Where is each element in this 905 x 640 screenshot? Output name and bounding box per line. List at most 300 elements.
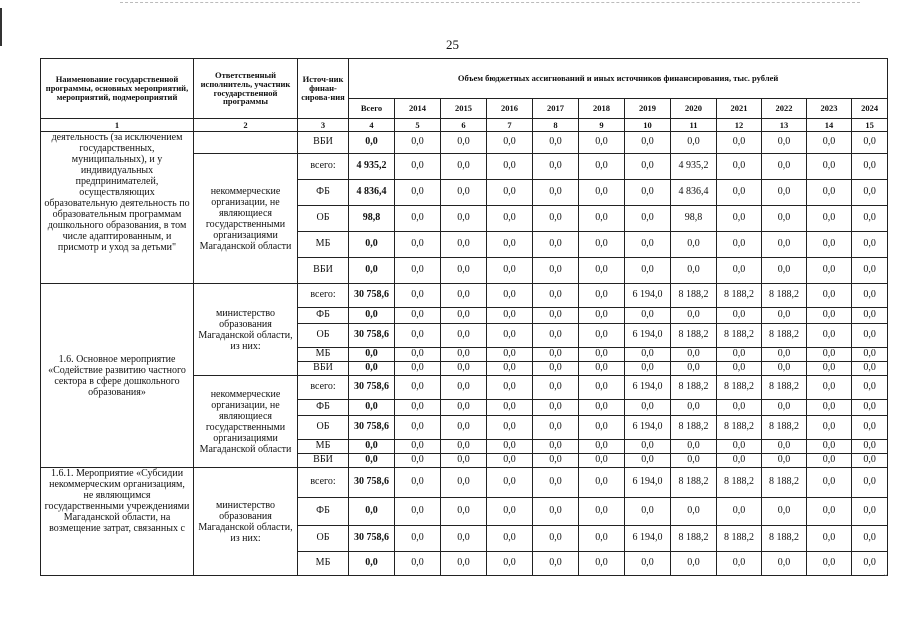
- year-value: 8 188,2: [762, 416, 807, 440]
- year-value: 0,0: [395, 526, 441, 552]
- year-value: 0,0: [717, 440, 762, 454]
- year-value: 0,0: [807, 376, 852, 400]
- year-value: 0,0: [625, 180, 671, 206]
- year-value: 0,0: [533, 552, 579, 576]
- header-year: 2021: [717, 99, 762, 119]
- year-value: 0,0: [579, 258, 625, 284]
- year-value: 0,0: [487, 400, 533, 416]
- year-value: 0,0: [579, 552, 625, 576]
- year-value: 0,0: [762, 454, 807, 468]
- year-value: 0,0: [852, 440, 888, 454]
- year-value: 0,0: [852, 498, 888, 526]
- year-value: 0,0: [487, 258, 533, 284]
- table-row: [41, 468, 888, 498]
- year-value: 6 194,0: [625, 284, 671, 308]
- year-value: 0,0: [579, 324, 625, 348]
- year-value: 0,0: [852, 132, 888, 154]
- year-value: 0,0: [762, 308, 807, 324]
- year-value: 0,0: [441, 526, 487, 552]
- year-value: 0,0: [487, 526, 533, 552]
- year-value: 0,0: [579, 454, 625, 468]
- funding-source: всего:: [298, 284, 349, 308]
- funding-source: всего:: [298, 468, 349, 498]
- year-value: 8 188,2: [762, 526, 807, 552]
- header-executor: Ответственный исполнитель, участник государственной программы: [194, 59, 298, 119]
- year-value: 0,0: [579, 132, 625, 154]
- year-value: 0,0: [487, 284, 533, 308]
- column-index: 11: [671, 119, 717, 132]
- year-value: 0,0: [852, 362, 888, 376]
- year-value: 0,0: [807, 284, 852, 308]
- scan-edge-top: [120, 2, 860, 4]
- total-value: 30 758,6: [349, 416, 395, 440]
- year-value: 0,0: [487, 440, 533, 454]
- header-year: 2017: [533, 99, 579, 119]
- year-value: 0,0: [441, 440, 487, 454]
- year-value: 0,0: [579, 416, 625, 440]
- funding-source: ВБИ: [298, 258, 349, 284]
- header-year: 2020: [671, 99, 717, 119]
- year-value: 0,0: [441, 362, 487, 376]
- year-value: 0,0: [487, 454, 533, 468]
- column-index: 2: [194, 119, 298, 132]
- year-value: 0,0: [852, 400, 888, 416]
- year-value: 6 194,0: [625, 526, 671, 552]
- funding-source: ВБИ: [298, 454, 349, 468]
- year-value: 0,0: [671, 348, 717, 362]
- column-index-row: [41, 119, 888, 132]
- year-value: 0,0: [533, 362, 579, 376]
- year-value: 0,0: [807, 526, 852, 552]
- year-value: 0,0: [395, 376, 441, 400]
- header-year: Всего: [349, 99, 395, 119]
- year-value: 0,0: [625, 454, 671, 468]
- year-value: 0,0: [717, 132, 762, 154]
- column-index: 12: [717, 119, 762, 132]
- header-year: 2022: [762, 99, 807, 119]
- year-value: 0,0: [625, 258, 671, 284]
- year-value: 0,0: [671, 232, 717, 258]
- year-value: 0,0: [533, 132, 579, 154]
- year-value: 0,0: [487, 180, 533, 206]
- year-value: 0,0: [717, 154, 762, 180]
- year-value: 6 194,0: [625, 468, 671, 498]
- year-value: 0,0: [441, 376, 487, 400]
- total-value: 0,0: [349, 132, 395, 154]
- total-value: 0,0: [349, 552, 395, 576]
- column-index: 4: [349, 119, 395, 132]
- year-value: 0,0: [395, 154, 441, 180]
- year-value: 0,0: [487, 498, 533, 526]
- year-value: 0,0: [625, 348, 671, 362]
- funding-source: ФБ: [298, 308, 349, 324]
- year-value: 8 188,2: [717, 416, 762, 440]
- funding-source: ВБИ: [298, 132, 349, 154]
- year-value: 0,0: [441, 468, 487, 498]
- year-value: 0,0: [533, 440, 579, 454]
- header-funding: Объем бюджетных ассигнований и иных источников финансирования, тыс. рублей: [349, 59, 888, 99]
- funding-source: МБ: [298, 348, 349, 362]
- year-value: 0,0: [717, 308, 762, 324]
- year-value: 8 188,2: [762, 468, 807, 498]
- year-value: 0,0: [533, 232, 579, 258]
- header-year: 2016: [487, 99, 533, 119]
- year-value: 8 188,2: [762, 284, 807, 308]
- year-value: 0,0: [487, 206, 533, 232]
- year-value: 0,0: [625, 498, 671, 526]
- funding-source: ОБ: [298, 416, 349, 440]
- year-value: 0,0: [579, 400, 625, 416]
- year-value: 0,0: [807, 232, 852, 258]
- year-value: 0,0: [671, 498, 717, 526]
- total-value: 0,0: [349, 348, 395, 362]
- table-header: [41, 59, 888, 119]
- year-value: 0,0: [395, 180, 441, 206]
- year-value: 0,0: [395, 498, 441, 526]
- year-value: 0,0: [487, 468, 533, 498]
- year-value: 8 188,2: [671, 468, 717, 498]
- year-value: 8 188,2: [762, 376, 807, 400]
- year-value: 0,0: [487, 362, 533, 376]
- year-value: 0,0: [579, 348, 625, 362]
- year-value: 98,8: [671, 206, 717, 232]
- program-name: 1.6.1. Мероприятие «Субсидии некоммерческим организациям, не являющимся государственными учреждениями Магаданской области, на возмещение затрат, связанных с: [41, 468, 194, 576]
- funding-source: ФБ: [298, 498, 349, 526]
- year-value: 8 188,2: [717, 324, 762, 348]
- funding-source: МБ: [298, 232, 349, 258]
- funding-source: ВБИ: [298, 362, 349, 376]
- year-value: 0,0: [441, 154, 487, 180]
- year-value: 0,0: [852, 376, 888, 400]
- year-value: 0,0: [852, 468, 888, 498]
- header-year: 2018: [579, 99, 625, 119]
- year-value: 0,0: [395, 324, 441, 348]
- year-value: 0,0: [441, 308, 487, 324]
- year-value: 0,0: [762, 258, 807, 284]
- total-value: 0,0: [349, 400, 395, 416]
- year-value: 0,0: [395, 400, 441, 416]
- year-value: 0,0: [762, 362, 807, 376]
- year-value: 0,0: [395, 440, 441, 454]
- year-value: 0,0: [625, 232, 671, 258]
- year-value: 0,0: [487, 132, 533, 154]
- year-value: 0,0: [717, 362, 762, 376]
- year-value: 0,0: [625, 206, 671, 232]
- year-value: 0,0: [807, 308, 852, 324]
- year-value: 0,0: [533, 206, 579, 232]
- column-index: 13: [762, 119, 807, 132]
- program-name: деятельность (за исключением государственных, муниципальных), и у индивидуальных предпринимателей, осуществляющих образовательную деятельность по образовательным программам дошкольного образования, в том числе адаптированным, и присмотр и уход за детьми": [41, 132, 194, 284]
- year-value: 0,0: [807, 154, 852, 180]
- year-value: 4 836,4: [671, 180, 717, 206]
- year-value: 0,0: [671, 258, 717, 284]
- year-value: 4 935,2: [671, 154, 717, 180]
- year-value: 0,0: [533, 180, 579, 206]
- year-value: 8 188,2: [717, 526, 762, 552]
- year-value: 0,0: [671, 440, 717, 454]
- year-value: 0,0: [671, 362, 717, 376]
- year-value: 0,0: [579, 376, 625, 400]
- year-value: 0,0: [671, 552, 717, 576]
- table-row: [41, 284, 888, 308]
- total-value: 30 758,6: [349, 526, 395, 552]
- year-value: 0,0: [579, 284, 625, 308]
- year-value: 0,0: [625, 400, 671, 416]
- year-value: 0,0: [717, 206, 762, 232]
- year-value: 0,0: [395, 232, 441, 258]
- year-value: 0,0: [625, 362, 671, 376]
- year-value: 0,0: [579, 526, 625, 552]
- year-value: 0,0: [852, 416, 888, 440]
- budget-table: [40, 58, 888, 576]
- year-value: 0,0: [807, 206, 852, 232]
- year-value: 8 188,2: [717, 468, 762, 498]
- year-value: 0,0: [717, 498, 762, 526]
- year-value: 0,0: [487, 376, 533, 400]
- year-value: 0,0: [487, 348, 533, 362]
- year-value: 0,0: [852, 454, 888, 468]
- year-value: 0,0: [807, 468, 852, 498]
- year-value: 0,0: [441, 206, 487, 232]
- year-value: 0,0: [441, 232, 487, 258]
- total-value: 4 935,2: [349, 154, 395, 180]
- year-value: 0,0: [533, 324, 579, 348]
- total-value: 30 758,6: [349, 468, 395, 498]
- year-value: 0,0: [395, 454, 441, 468]
- year-value: 0,0: [717, 454, 762, 468]
- total-value: 30 758,6: [349, 376, 395, 400]
- table-row: [41, 132, 888, 154]
- year-value: 0,0: [671, 308, 717, 324]
- column-index: 9: [579, 119, 625, 132]
- year-value: 0,0: [807, 348, 852, 362]
- year-value: 0,0: [852, 552, 888, 576]
- year-value: 0,0: [762, 498, 807, 526]
- total-value: 0,0: [349, 308, 395, 324]
- year-value: 0,0: [717, 400, 762, 416]
- year-value: 0,0: [625, 154, 671, 180]
- header-source: Источ-ник финан-сирова-ния: [298, 59, 349, 119]
- year-value: 0,0: [852, 526, 888, 552]
- year-value: 0,0: [533, 258, 579, 284]
- year-value: 0,0: [807, 180, 852, 206]
- year-value: 0,0: [807, 454, 852, 468]
- year-value: 0,0: [625, 132, 671, 154]
- year-value: 0,0: [807, 440, 852, 454]
- year-value: 0,0: [852, 348, 888, 362]
- year-value: 0,0: [671, 132, 717, 154]
- column-index: 3: [298, 119, 349, 132]
- year-value: 0,0: [441, 258, 487, 284]
- year-value: 0,0: [441, 552, 487, 576]
- column-index: 15: [852, 119, 888, 132]
- header-year: 2014: [395, 99, 441, 119]
- total-value: 98,8: [349, 206, 395, 232]
- year-value: 0,0: [533, 308, 579, 324]
- funding-source: всего:: [298, 154, 349, 180]
- year-value: 0,0: [852, 180, 888, 206]
- scan-mark: ˇ: [884, 574, 888, 585]
- year-value: 0,0: [807, 258, 852, 284]
- year-value: 8 188,2: [671, 526, 717, 552]
- year-value: 0,0: [671, 400, 717, 416]
- funding-source: всего:: [298, 376, 349, 400]
- year-value: 0,0: [852, 258, 888, 284]
- funding-source: ОБ: [298, 206, 349, 232]
- table-body: [41, 119, 888, 576]
- header-year: 2019: [625, 99, 671, 119]
- column-index: 7: [487, 119, 533, 132]
- funding-source: ОБ: [298, 526, 349, 552]
- year-value: 0,0: [807, 132, 852, 154]
- funding-source: ФБ: [298, 180, 349, 206]
- year-value: 0,0: [579, 362, 625, 376]
- year-value: 0,0: [533, 416, 579, 440]
- year-value: 0,0: [625, 552, 671, 576]
- year-value: 0,0: [487, 232, 533, 258]
- year-value: 0,0: [762, 400, 807, 416]
- year-value: 0,0: [717, 258, 762, 284]
- year-value: 0,0: [807, 324, 852, 348]
- column-index: 10: [625, 119, 671, 132]
- funding-source: МБ: [298, 552, 349, 576]
- year-value: 0,0: [717, 180, 762, 206]
- year-value: 0,0: [533, 498, 579, 526]
- year-value: 0,0: [717, 348, 762, 362]
- year-value: 0,0: [395, 348, 441, 362]
- funding-source: ОБ: [298, 324, 349, 348]
- year-value: 0,0: [762, 180, 807, 206]
- total-value: 30 758,6: [349, 284, 395, 308]
- year-value: 0,0: [807, 552, 852, 576]
- year-value: 0,0: [441, 416, 487, 440]
- total-value: 4 836,4: [349, 180, 395, 206]
- year-value: 0,0: [441, 284, 487, 308]
- year-value: 0,0: [717, 232, 762, 258]
- year-value: 0,0: [533, 468, 579, 498]
- year-value: 0,0: [762, 552, 807, 576]
- year-value: 0,0: [395, 258, 441, 284]
- year-value: 8 188,2: [717, 284, 762, 308]
- year-value: 0,0: [441, 132, 487, 154]
- year-value: 0,0: [441, 498, 487, 526]
- year-value: 0,0: [533, 376, 579, 400]
- year-value: 0,0: [395, 284, 441, 308]
- column-index: 1: [41, 119, 194, 132]
- executor-name: некоммерческие организации, не являющиеся государственными организациями Магаданской области: [194, 376, 298, 468]
- year-value: 0,0: [533, 284, 579, 308]
- total-value: 30 758,6: [349, 324, 395, 348]
- year-value: 0,0: [441, 180, 487, 206]
- year-value: 0,0: [852, 324, 888, 348]
- year-value: 0,0: [441, 348, 487, 362]
- year-value: 0,0: [717, 552, 762, 576]
- year-value: 0,0: [395, 206, 441, 232]
- year-value: 6 194,0: [625, 376, 671, 400]
- year-value: 0,0: [852, 308, 888, 324]
- year-value: 0,0: [533, 400, 579, 416]
- year-value: 0,0: [762, 232, 807, 258]
- year-value: 0,0: [625, 440, 671, 454]
- year-value: 0,0: [852, 232, 888, 258]
- executor-name: некоммерческие организации, не являющиеся государственными организациями Магаданской области: [194, 154, 298, 284]
- header-year: 2023: [807, 99, 852, 119]
- year-value: 8 188,2: [671, 284, 717, 308]
- year-value: 0,0: [807, 498, 852, 526]
- year-value: 0,0: [487, 324, 533, 348]
- total-value: 0,0: [349, 232, 395, 258]
- year-value: 0,0: [579, 206, 625, 232]
- year-value: 0,0: [533, 454, 579, 468]
- year-value: 0,0: [395, 132, 441, 154]
- year-value: 6 194,0: [625, 416, 671, 440]
- year-value: 0,0: [441, 454, 487, 468]
- year-value: 0,0: [395, 416, 441, 440]
- total-value: 0,0: [349, 258, 395, 284]
- year-value: 0,0: [762, 154, 807, 180]
- program-name: 1.6. Основное мероприятие «Содействие развитию частного сектора в сфере дошкольного образования»: [41, 284, 194, 468]
- year-value: 0,0: [533, 348, 579, 362]
- year-value: 0,0: [671, 454, 717, 468]
- total-value: 0,0: [349, 362, 395, 376]
- year-value: 8 188,2: [762, 324, 807, 348]
- column-index: 8: [533, 119, 579, 132]
- year-value: 0,0: [579, 308, 625, 324]
- year-value: 0,0: [395, 362, 441, 376]
- header-program: Наименование государственной программы, основных мероприятий, мероприятий, подмероприятий: [41, 59, 194, 119]
- total-value: 0,0: [349, 498, 395, 526]
- year-value: 0,0: [395, 468, 441, 498]
- column-index: 14: [807, 119, 852, 132]
- year-value: 0,0: [579, 498, 625, 526]
- header-year: 2015: [441, 99, 487, 119]
- funding-source: МБ: [298, 440, 349, 454]
- year-value: 0,0: [807, 362, 852, 376]
- header-year: 2024: [852, 99, 888, 119]
- column-index: 6: [441, 119, 487, 132]
- year-value: 8 188,2: [717, 376, 762, 400]
- column-index: 5: [395, 119, 441, 132]
- year-value: 0,0: [762, 348, 807, 362]
- year-value: 0,0: [762, 206, 807, 232]
- total-value: 0,0: [349, 454, 395, 468]
- year-value: 0,0: [579, 154, 625, 180]
- executor-name: министерство образования Магаданской области, из них:: [194, 468, 298, 576]
- year-value: 0,0: [395, 552, 441, 576]
- year-value: 0,0: [807, 400, 852, 416]
- year-value: 0,0: [441, 324, 487, 348]
- year-value: 8 188,2: [671, 324, 717, 348]
- year-value: 0,0: [579, 180, 625, 206]
- year-value: 0,0: [395, 308, 441, 324]
- total-value: 0,0: [349, 440, 395, 454]
- year-value: 0,0: [762, 132, 807, 154]
- year-value: 0,0: [852, 154, 888, 180]
- year-value: 0,0: [487, 416, 533, 440]
- year-value: 0,0: [852, 206, 888, 232]
- page-number: 25: [446, 37, 459, 52]
- year-value: 6 194,0: [625, 324, 671, 348]
- year-value: 0,0: [441, 400, 487, 416]
- year-value: 0,0: [579, 468, 625, 498]
- funding-source: ФБ: [298, 400, 349, 416]
- year-value: 0,0: [625, 308, 671, 324]
- year-value: 0,0: [533, 154, 579, 180]
- year-value: 0,0: [762, 440, 807, 454]
- year-value: 0,0: [487, 552, 533, 576]
- executor-empty: [194, 132, 298, 154]
- year-value: 8 188,2: [671, 376, 717, 400]
